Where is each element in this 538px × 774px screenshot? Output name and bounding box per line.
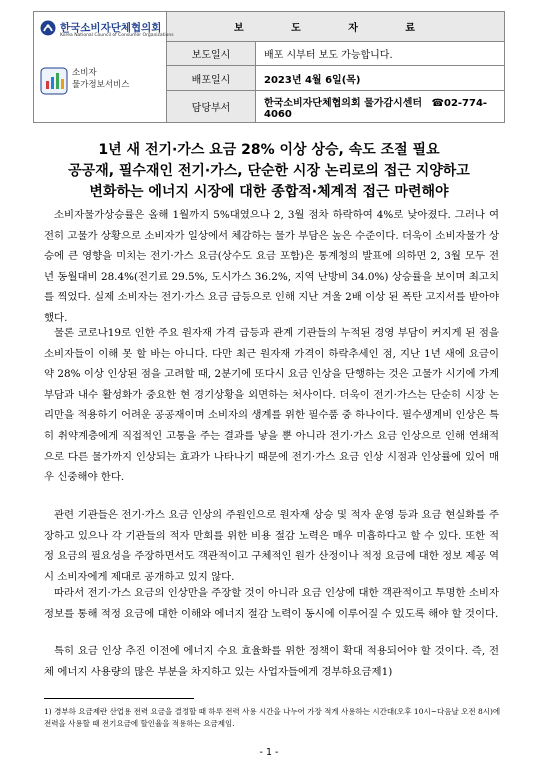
price-service-badge-icon [40,67,68,95]
headline-3: 변화하는 에너지 시장에 대한 종합적·체계적 접근 마련해야 [89,184,449,200]
distribution-date-value: 2023년 4월 6일(목) [256,66,505,91]
phone-number: ☎02-774-4060 [264,97,488,120]
service-name: 소비자 물가정보서비스 [72,68,130,90]
headline-2: 공공재, 필수재인 전기·가스, 단순한 시장 논리로의 접근 지양하고 [68,163,470,179]
release-time-value: 배포 시부터 보도 가능합니다. [256,41,505,66]
department-value [256,91,505,123]
org-english-name: Korea National Council of Consumer Organizations [60,33,174,38]
department-label: 담당부서 [167,91,256,123]
department-name: 한국소비자단체협의회 물가감시센터 [264,97,423,109]
press-release-title: 보 도 자 료 [167,12,505,42]
footnote-divider [44,698,194,699]
body-paragraph-3: 관련 기관들은 전기·가스 요금 인상의 주원인으로 원자재 상승 및 적자 운영 등과 요금 현실화를 주장하고 있으나 각 기관들의 적자 만회를 위한 비용 절감 노력은 매우 미흡하다고 할 수 있다. 또한 적정 요금의 필요성을 주장하면서도 객관적이고 구체적인 원가 산정이나 적정 요금에 대한 정보 제공 역시 소비자에게 제대로 공개하고 있지 않다. [44,509,499,583]
org-name: 한국소비자단체협의회 [60,22,162,34]
kncco-logo-icon [40,20,56,36]
press-release-header [33,11,505,123]
page-number: - 1 - [259,747,279,758]
logo-cell [34,12,174,123]
body-paragraph-5: 특히 요금 인상 추진 이전에 에너지 수요 효율화를 위한 정책이 확대 적용되어야 할 것이다. 즉, 전체 에너지 사용량의 많은 부분을 차지하고 있는 사업자들에게 경부하요금제1) [44,645,499,678]
body-paragraph-2: 물론 코로나19로 인한 주요 원자재 가격 급등과 관계 기관들의 누적된 경영 부담이 커지게 된 점을 소비자들이 이해 못 할 바는 아니다. 다만 최근 원자재 가격이 하락추세인 점, 지난 1년 새에 요금이 약 28% 이상 인상된 점을 고려할 때, 2분기에 또다시 요금 인상을 단행하는 것은 고물가 시기에 가계 부담과 내수 활성화가 중요한 현 경기상황을 외면하는 처사이다. 더욱이 전기·가스는 단순히 시장 논리만을 적용하기 어려운 공공재이며 소비자의 생계를 위한 필수품 중 하나이다. 필수생계비 인상은 특히 취약계층에게 직접적인 고통을 주는 결과를 낳을 뿐 아니라 전기·가스 요금 인상으로 인해 연쇄적으로 다른 물가까지 인상되는 효과가 나타나기 때문에 전기·가스 요금 인상 시점과 인상률에 있어 매우 신중해야 한다. [44,327,499,484]
release-time-label: 보도일시 [167,41,256,66]
distribution-date-label: 배포일시 [167,66,256,91]
footnote: 1) 경부하 요금제란 산업용 전력 요금을 결정할 때 하루 전력 사용 시간을 나누어 가장 적게 사용하는 시간대(오후 10시~다음날 오전 8시)에 전력을 사용할 때 전기요금에 할인율을 적용하는 요금제임. [44,707,501,728]
body-paragraph-1: 소비자물가상승률은 올해 1월까지 5%대였으나 2, 3월 점차 하락하여 4%로 낮아졌다. 그러나 여전히 고물가 상황으로 소비자가 일상에서 체감하는 물가 부담은 높은 수준이다. 더욱이 소비자물가 상승에 큰 영향을 미치는 전기·가스 요금(상수도 요금 포함)은 통계청의 발표에 의하면 2, 3월 모두 전년 동월대비 28.4%(전기료 29.5%, 도시가스 36.2%, 지역 난방비 34.0%) 상승률을 보이며 최고치를 찍었다. 실제 소비자는 전기·가스 요금 급등으로 인해 지난 겨울 2배 이상 된 폭탄 고지서를 받아야 했다. [44,209,499,324]
body-paragraph-4: 따라서 전기·가스 요금의 인상만을 주장할 것이 아니라 요금 인상에 대한 객관적이고 투명한 소비자 정보를 통해 적정 요금에 대한 이해와 에너지 절감 노력이 동시에 이루어질 수 있도록 해야 할 것이다. [44,587,499,620]
headline-1: 1년 새 전기·가스 요금 28% 이상 상승, 속도 조절 필요 [98,142,440,158]
